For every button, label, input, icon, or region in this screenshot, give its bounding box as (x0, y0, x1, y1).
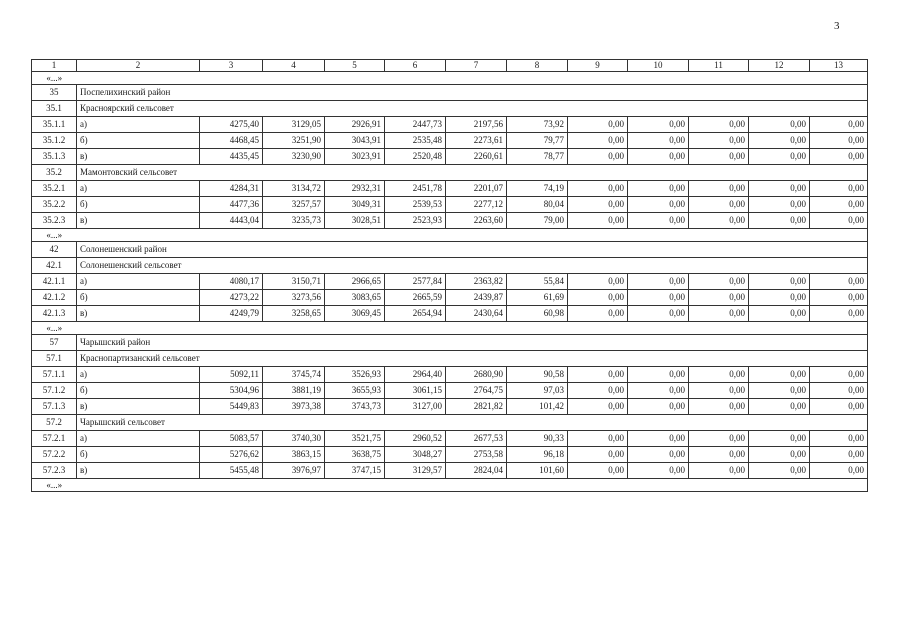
value-cell: 0,00 (689, 181, 749, 197)
row-code: 42 (32, 242, 77, 258)
value-cell: 0,00 (810, 290, 868, 306)
row-variant: б) (77, 447, 200, 463)
omission-marker: «...» (32, 72, 77, 85)
section-name: Чарышский сельсовет (77, 415, 868, 431)
row-code: 57.1.1 (32, 367, 77, 383)
value-cell: 0,00 (689, 117, 749, 133)
row-code: 42.1 (32, 258, 77, 274)
section-heading-row (32, 335, 868, 351)
value-cell: 3028,51 (325, 213, 385, 229)
value-cell: 3127,00 (385, 399, 446, 415)
value-cell: 4273,22 (200, 290, 263, 306)
value-cell: 5276,62 (200, 447, 263, 463)
value-cell: 0,00 (810, 181, 868, 197)
value-cell: 2577,84 (385, 274, 446, 290)
section-name: Краснопартизанский сельсовет (77, 351, 868, 367)
row-variant: а) (77, 181, 200, 197)
value-cell: 2665,59 (385, 290, 446, 306)
value-cell: 2932,31 (325, 181, 385, 197)
column-header: 2 (77, 60, 200, 72)
row-variant: б) (77, 290, 200, 306)
row-variant: а) (77, 431, 200, 447)
row-code: 57.1.2 (32, 383, 77, 399)
row-code: 35.2.3 (32, 213, 77, 229)
value-cell: 4477,36 (200, 197, 263, 213)
value-cell: 0,00 (628, 383, 689, 399)
table-row (32, 149, 868, 165)
column-header: 10 (628, 60, 689, 72)
row-variant: в) (77, 213, 200, 229)
section-heading-row (32, 85, 868, 101)
omission-row (32, 229, 868, 242)
value-cell: 2680,90 (446, 367, 507, 383)
omission-marker: «...» (32, 322, 77, 335)
value-cell: 0,00 (810, 306, 868, 322)
value-cell: 0,00 (749, 431, 810, 447)
value-cell: 0,00 (628, 133, 689, 149)
page-number: 3 (834, 20, 840, 32)
value-cell: 0,00 (749, 181, 810, 197)
value-cell: 90,33 (507, 431, 568, 447)
table-row (32, 306, 868, 322)
value-cell: 0,00 (749, 117, 810, 133)
value-cell: 3655,93 (325, 383, 385, 399)
value-cell: 3745,74 (263, 367, 325, 383)
table-row (32, 181, 868, 197)
value-cell: 0,00 (810, 431, 868, 447)
row-variant: а) (77, 117, 200, 133)
value-cell: 5083,57 (200, 431, 263, 447)
value-cell: 0,00 (689, 274, 749, 290)
value-cell: 0,00 (689, 290, 749, 306)
value-cell: 2520,48 (385, 149, 446, 165)
value-cell: 2821,82 (446, 399, 507, 415)
value-cell: 2273,61 (446, 133, 507, 149)
row-code: 35.2 (32, 165, 77, 181)
value-cell: 5304,96 (200, 383, 263, 399)
value-cell: 3061,15 (385, 383, 446, 399)
value-cell: 0,00 (689, 383, 749, 399)
column-header: 1 (32, 60, 77, 72)
column-header: 6 (385, 60, 446, 72)
value-cell: 3976,97 (263, 463, 325, 479)
table-row (32, 133, 868, 149)
value-cell: 0,00 (749, 463, 810, 479)
value-cell: 2964,40 (385, 367, 446, 383)
value-cell: 3049,31 (325, 197, 385, 213)
value-cell: 0,00 (628, 274, 689, 290)
value-cell: 0,00 (810, 274, 868, 290)
value-cell: 0,00 (628, 399, 689, 415)
table-row (32, 274, 868, 290)
value-cell: 97,03 (507, 383, 568, 399)
value-cell: 0,00 (568, 447, 628, 463)
value-cell: 0,00 (568, 290, 628, 306)
row-code: 35.2.1 (32, 181, 77, 197)
value-cell: 101,42 (507, 399, 568, 415)
value-cell: 3257,57 (263, 197, 325, 213)
table-row (32, 290, 868, 306)
value-cell: 0,00 (628, 181, 689, 197)
value-cell: 55,84 (507, 274, 568, 290)
value-cell: 0,00 (628, 447, 689, 463)
row-variant: в) (77, 306, 200, 322)
section-name: Солонешенский сельсовет (77, 258, 868, 274)
value-cell: 2539,53 (385, 197, 446, 213)
row-variant: а) (77, 367, 200, 383)
value-cell: 2677,53 (446, 431, 507, 447)
value-cell: 2439,87 (446, 290, 507, 306)
value-cell: 0,00 (568, 149, 628, 165)
row-code: 57.2.2 (32, 447, 77, 463)
value-cell: 2523,93 (385, 213, 446, 229)
value-cell: 0,00 (568, 399, 628, 415)
row-code: 35 (32, 85, 77, 101)
value-cell: 0,00 (810, 367, 868, 383)
value-cell: 0,00 (628, 197, 689, 213)
row-code: 57.1 (32, 351, 77, 367)
omission-filler (77, 479, 868, 492)
table-row (32, 367, 868, 383)
value-cell: 0,00 (568, 274, 628, 290)
column-header: 9 (568, 60, 628, 72)
value-cell: 0,00 (810, 463, 868, 479)
table-row (32, 463, 868, 479)
row-code: 57 (32, 335, 77, 351)
column-number-row (32, 60, 868, 72)
row-code: 35.1.1 (32, 117, 77, 133)
column-header: 7 (446, 60, 507, 72)
value-cell: 3235,73 (263, 213, 325, 229)
value-cell: 3251,90 (263, 133, 325, 149)
value-cell: 2263,60 (446, 213, 507, 229)
value-cell: 0,00 (810, 447, 868, 463)
value-cell: 80,04 (507, 197, 568, 213)
row-code: 35.1 (32, 101, 77, 117)
value-cell: 0,00 (810, 133, 868, 149)
row-variant: в) (77, 149, 200, 165)
value-cell: 0,00 (568, 181, 628, 197)
value-cell: 2960,52 (385, 431, 446, 447)
value-cell: 3973,38 (263, 399, 325, 415)
value-cell: 5449,83 (200, 399, 263, 415)
column-header: 11 (689, 60, 749, 72)
value-cell: 0,00 (628, 306, 689, 322)
value-cell: 73,92 (507, 117, 568, 133)
value-cell: 0,00 (689, 431, 749, 447)
row-variant: в) (77, 399, 200, 415)
value-cell: 2966,65 (325, 274, 385, 290)
value-cell: 2197,56 (446, 117, 507, 133)
row-code: 57.2.3 (32, 463, 77, 479)
value-cell: 3743,73 (325, 399, 385, 415)
value-cell: 74,19 (507, 181, 568, 197)
value-cell: 60,98 (507, 306, 568, 322)
row-code: 42.1.1 (32, 274, 77, 290)
value-cell: 3150,71 (263, 274, 325, 290)
row-variant: б) (77, 133, 200, 149)
column-header: 5 (325, 60, 385, 72)
value-cell: 4443,04 (200, 213, 263, 229)
value-cell: 2277,12 (446, 197, 507, 213)
value-cell: 79,00 (507, 213, 568, 229)
value-cell: 0,00 (810, 117, 868, 133)
table-row (32, 447, 868, 463)
column-header: 3 (200, 60, 263, 72)
value-cell: 0,00 (689, 306, 749, 322)
value-cell: 3258,65 (263, 306, 325, 322)
value-cell: 0,00 (568, 306, 628, 322)
value-cell: 0,00 (628, 367, 689, 383)
section-name: Чарышский район (77, 335, 868, 351)
row-code: 57.1.3 (32, 399, 77, 415)
column-header: 12 (749, 60, 810, 72)
value-cell: 0,00 (628, 149, 689, 165)
value-cell: 3521,75 (325, 431, 385, 447)
value-cell: 0,00 (689, 367, 749, 383)
value-cell: 0,00 (568, 213, 628, 229)
value-cell: 0,00 (628, 213, 689, 229)
value-cell: 3043,91 (325, 133, 385, 149)
value-cell: 3273,56 (263, 290, 325, 306)
value-cell: 0,00 (749, 306, 810, 322)
value-cell: 0,00 (810, 213, 868, 229)
value-cell: 0,00 (628, 117, 689, 133)
value-cell: 90,58 (507, 367, 568, 383)
row-code: 42.1.3 (32, 306, 77, 322)
section-heading-row (32, 101, 868, 117)
table-row (32, 431, 868, 447)
value-cell: 2753,58 (446, 447, 507, 463)
omission-marker: «...» (32, 229, 77, 242)
omission-filler (77, 229, 868, 242)
value-cell: 4435,45 (200, 149, 263, 165)
value-cell: 0,00 (689, 399, 749, 415)
value-cell: 0,00 (749, 290, 810, 306)
value-cell: 2654,94 (385, 306, 446, 322)
value-cell: 0,00 (568, 117, 628, 133)
row-code: 35.1.2 (32, 133, 77, 149)
value-cell: 5092,11 (200, 367, 263, 383)
section-name: Поспелихинский район (77, 85, 868, 101)
value-cell: 0,00 (749, 447, 810, 463)
value-cell: 0,00 (689, 197, 749, 213)
column-header: 8 (507, 60, 568, 72)
section-name: Мамонтовский сельсовет (77, 165, 868, 181)
value-cell: 4249,79 (200, 306, 263, 322)
value-cell: 0,00 (749, 367, 810, 383)
value-cell: 3069,45 (325, 306, 385, 322)
value-cell: 0,00 (749, 399, 810, 415)
value-cell: 96,18 (507, 447, 568, 463)
value-cell: 0,00 (749, 149, 810, 165)
column-header: 4 (263, 60, 325, 72)
omission-marker: «...» (32, 479, 77, 492)
value-cell: 2535,48 (385, 133, 446, 149)
value-cell: 0,00 (568, 431, 628, 447)
omission-row (32, 322, 868, 335)
value-cell: 0,00 (689, 133, 749, 149)
value-cell: 0,00 (568, 197, 628, 213)
section-heading-row (32, 165, 868, 181)
value-cell: 0,00 (749, 274, 810, 290)
value-cell: 3083,65 (325, 290, 385, 306)
value-cell: 5455,48 (200, 463, 263, 479)
value-cell: 0,00 (749, 213, 810, 229)
value-cell: 3863,15 (263, 447, 325, 463)
value-cell: 0,00 (689, 213, 749, 229)
section-name: Красноярский сельсовет (77, 101, 868, 117)
tariff-table (31, 59, 868, 492)
value-cell: 0,00 (689, 447, 749, 463)
value-cell: 0,00 (689, 149, 749, 165)
value-cell: 3129,57 (385, 463, 446, 479)
value-cell: 0,00 (628, 431, 689, 447)
value-cell: 3881,19 (263, 383, 325, 399)
value-cell: 79,77 (507, 133, 568, 149)
value-cell: 4284,31 (200, 181, 263, 197)
value-cell: 3747,15 (325, 463, 385, 479)
value-cell: 0,00 (628, 290, 689, 306)
row-variant: а) (77, 274, 200, 290)
value-cell: 2447,73 (385, 117, 446, 133)
value-cell: 2926,91 (325, 117, 385, 133)
value-cell: 3023,91 (325, 149, 385, 165)
row-variant: б) (77, 383, 200, 399)
value-cell: 0,00 (810, 149, 868, 165)
section-heading-row (32, 415, 868, 431)
row-code: 42.1.2 (32, 290, 77, 306)
value-cell: 0,00 (749, 383, 810, 399)
value-cell: 0,00 (568, 133, 628, 149)
value-cell: 2430,64 (446, 306, 507, 322)
value-cell: 2201,07 (446, 181, 507, 197)
row-code: 57.2.1 (32, 431, 77, 447)
table-body (32, 72, 868, 492)
table-row (32, 383, 868, 399)
value-cell: 0,00 (568, 367, 628, 383)
section-heading-row (32, 258, 868, 274)
section-heading-row (32, 351, 868, 367)
value-cell: 2260,61 (446, 149, 507, 165)
value-cell: 0,00 (628, 463, 689, 479)
value-cell: 101,60 (507, 463, 568, 479)
section-heading-row (32, 242, 868, 258)
value-cell: 78,77 (507, 149, 568, 165)
value-cell: 0,00 (568, 463, 628, 479)
omission-filler (77, 322, 868, 335)
value-cell: 2363,82 (446, 274, 507, 290)
value-cell: 3048,27 (385, 447, 446, 463)
value-cell: 3129,05 (263, 117, 325, 133)
value-cell: 4275,40 (200, 117, 263, 133)
row-variant: б) (77, 197, 200, 213)
row-variant: в) (77, 463, 200, 479)
row-code: 35.1.3 (32, 149, 77, 165)
row-code: 57.2 (32, 415, 77, 431)
row-code: 35.2.2 (32, 197, 77, 213)
value-cell: 0,00 (689, 463, 749, 479)
section-name: Солонешенский район (77, 242, 868, 258)
table-row (32, 197, 868, 213)
value-cell: 2451,78 (385, 181, 446, 197)
value-cell: 0,00 (810, 197, 868, 213)
value-cell: 4080,17 (200, 274, 263, 290)
value-cell: 3230,90 (263, 149, 325, 165)
value-cell: 3740,30 (263, 431, 325, 447)
value-cell: 2824,04 (446, 463, 507, 479)
value-cell: 0,00 (810, 383, 868, 399)
column-header: 13 (810, 60, 868, 72)
value-cell: 3526,93 (325, 367, 385, 383)
value-cell: 4468,45 (200, 133, 263, 149)
omission-row (32, 479, 868, 492)
value-cell: 2764,75 (446, 383, 507, 399)
omission-row (32, 72, 868, 85)
value-cell: 61,69 (507, 290, 568, 306)
table-row (32, 117, 868, 133)
value-cell: 0,00 (749, 197, 810, 213)
value-cell: 3134,72 (263, 181, 325, 197)
value-cell: 0,00 (810, 399, 868, 415)
value-cell: 3638,75 (325, 447, 385, 463)
table-row (32, 213, 868, 229)
table-row (32, 399, 868, 415)
value-cell: 0,00 (568, 383, 628, 399)
omission-filler (77, 72, 868, 85)
value-cell: 0,00 (749, 133, 810, 149)
